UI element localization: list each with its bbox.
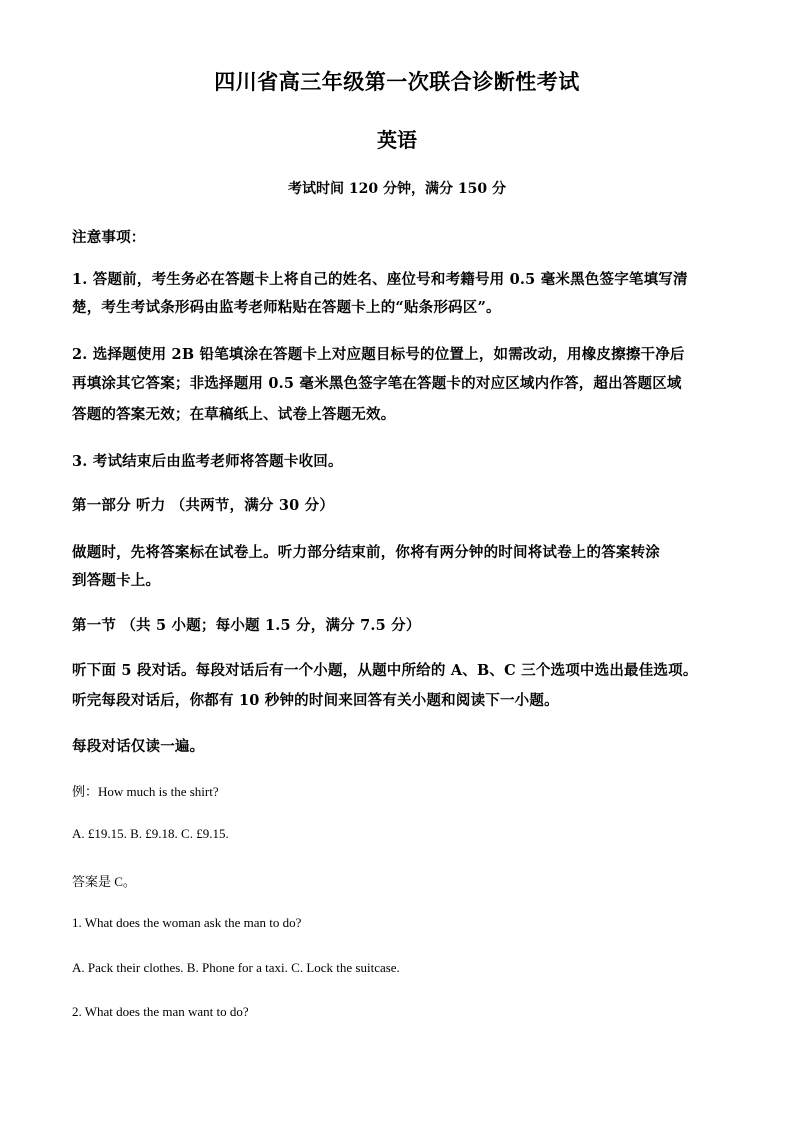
part1-intro-line-1: 做题时，先将答案标在试卷上。听力部分结束前，你将有两分钟的时间将试卷上的答案转涂 xyxy=(72,544,660,561)
part1-intro-line-2: 到答题卡上。 xyxy=(72,572,161,589)
notice-item-2-line-3: 答题的答案无效；在草稿纸上、试卷上答题无效。 xyxy=(72,406,396,423)
section1-instruction-line-1: 听下面 5 段对话。每段对话后有一个小题，从题中所给的 A、B、C 三个选项中选出最佳选项。 xyxy=(72,662,698,679)
question-1-options: A. Pack their clothes. B. Phone for a taxi. C. Lock the suitcase. xyxy=(72,960,400,975)
example-options: A. £19.15. B. £9.18. C. £9.15. xyxy=(72,826,229,841)
exam-title: 四川省高三年级第一次联合诊断性考试 xyxy=(214,69,580,94)
read-once-note: 每段对话仅读一遍。 xyxy=(72,738,205,755)
notice-item-2-line-2: 再填涂其它答案；非选择题用 0.5 毫米黑色签字笔在答题卡的对应区域内作答，超出答题区域 xyxy=(72,375,682,392)
notice-item-3: 3. 考试结束后由监考老师将答题卡收回。 xyxy=(72,453,343,470)
exam-time-info: 考试时间 120 分钟，满分 150 分 xyxy=(288,181,506,197)
part1-heading: 第一部分 听力 （共两节，满分 30 分） xyxy=(72,497,335,514)
example-answer: 答案是 C。 xyxy=(72,874,136,889)
question-2-text: 2. What does the man want to do? xyxy=(72,1004,249,1019)
section1-heading: 第一节 （共 5 小题；每小题 1.5 分，满分 7.5 分） xyxy=(72,617,421,634)
notice-item-1-line-1: 1. 答题前，考生务必在答题卡上将自己的姓名、座位号和考籍号用 0.5 毫米黑色签字笔填写清 xyxy=(72,271,688,288)
notice-heading: 注意事项： xyxy=(72,229,146,246)
notice-item-1-line-2: 楚，考生考试条形码由监考老师粘贴在答题卡上的“贴条形码区”。 xyxy=(72,299,501,316)
example-question: 例：How much is the shirt? xyxy=(72,784,219,799)
notice-item-2-line-1: 2. 选择题使用 2B 铅笔填涂在答题卡上对应题目标号的位置上，如需改动，用橡皮擦擦干净后 xyxy=(72,346,685,363)
subject-title: 英语 xyxy=(377,128,417,152)
section1-instruction-line-2: 听完每段对话后，你都有 10 秒钟的时间来回答有关小题和阅读下一小题。 xyxy=(72,692,559,709)
question-1-text: 1. What does the woman ask the man to do? xyxy=(72,915,302,930)
